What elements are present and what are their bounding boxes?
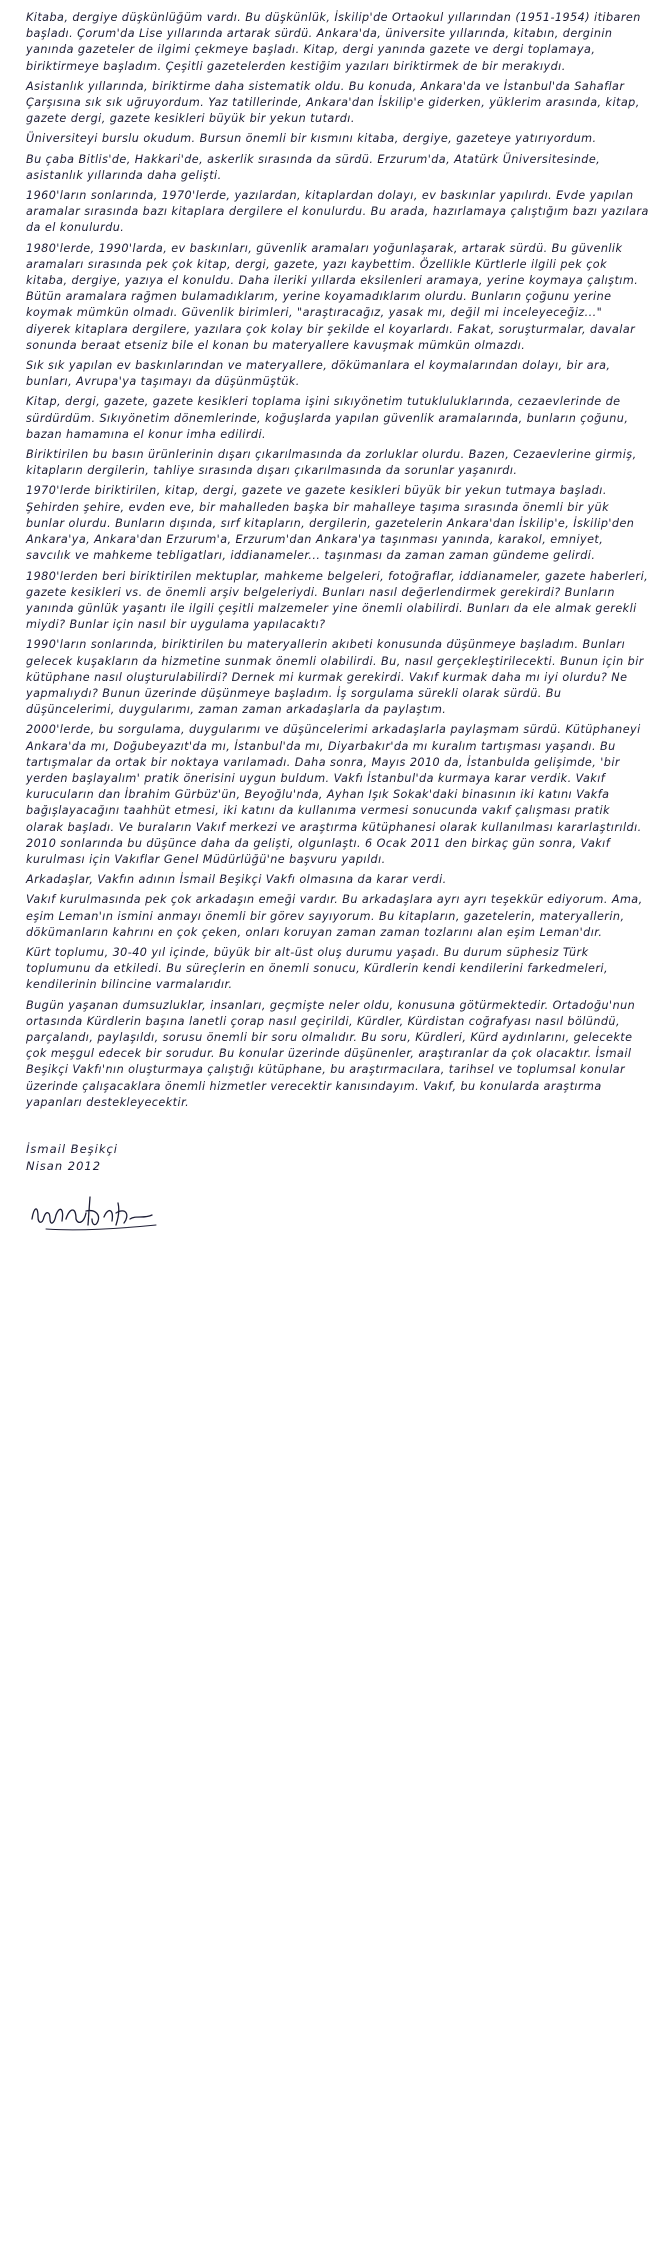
paragraph-archive-documents: 1980'lerden beri biriktirilen mektuplar, mahkeme belgeleri, fotoğraflar, iddianameler, gazete haberleri, gazete kesikleri vs. de önemli arşiv belgeleriydi. Bunları nasıl değerlendirmek gerekirdi? Bunların yanında günlük yaşantı ile ilgili çeşitli malzemeler yine önemli olabilirdi. Bunları da ele almak gerekli miydi? Bunlar için nasıl bir uygulama yapılacaktı? (26, 569, 649, 632)
paragraph-europe-idea: Sık sık yapılan ev baskınlarından ve materyallere, dökümanlara el koymalarından dolayı, bir ara, bunları, Avrupa'ya taşımayı da düşünmüştük. (26, 359, 611, 389)
paragraph-kurdish-society: Kürt toplumu, 30-40 yıl içinde, büyük bir alt-üst oluş durumu yaşadı. Bu durum süphesiz Türk toplumunu da etkiledi. Bu süreçlerin en önemli sonucu, Kürdlerin kendi kendilerini farkedmeleri, kendilerinin bilincine varmalarıdır. (26, 945, 608, 992)
paragraph-house-raids-1960s: 1960'ların sonlarında, 1970'lerde, yazılardan, kitaplardan dolayı, ev baskınlar yapılırdı. Evde yapılan aramalar sırasında bazı kitaplara dergilere el konulurdu. Bu arada, hazırlamaya çalıştığım bazı yazılara da el konulurdu. (26, 189, 649, 235)
paragraph-taking-out-difficulties: Biriktirilen bu basın ürünlerinin dışarı çıkarılmasında da zorluklar olurdu. Bazen, Cezaevlerine girmiş, kitapların dergilerin, tahliye sırasında dışarı çıkarılmasında da sorunlar yaşanırdı. (26, 448, 637, 478)
paragraph-bitlis-hakkari: Bu çaba Bitlis'de, Hakkari'de, askerlik sırasında da sürdü. Erzurum'da, Atatürk Üniversitesinde, asistanlık yıllarında daha gelişti. (26, 152, 601, 182)
paragraph-foundation-name: Arkadaşlar, Vakfın adının İsmail Beşikçi Vakfı olmasına da karar verdi. (26, 873, 447, 887)
author-name: İsmail Beşikçi (26, 1142, 119, 1156)
signature-block (26, 1141, 651, 1235)
paragraph-security-searches: 1980'lerde, 1990'larda, ev baskınları, güvenlik aramaları yoğunlaşarak, artarak sürdü. Bu güvenlik aramaları sırasında pek çok kitap, dergi, gazete, yazı kaybettim. Özellikle Kürtlerle ilgili pek çok kitaba, dergiye, yazıya el konuldu. Daha ileriki yıllarda eksilenleri aramaya, yerine koymaya çalıştım. Bütün aramalara rağmen bulamadıklarım, yerine koyamadıklarım olurdu. Bunların çoğunu yerine koymak mümkün olmadı. Güvenlik birimleri, "araştıracağız, yasak mı, değil mi inceleyeceğiz..." diyerek kitaplara dergilere, yazılara çok kolay bir şekilde el koyarlardı. Fakat, soruşturmalar, davalar sonunda beraat etseniz bile el konan bu materyallere kavuşmak mümkün olmazdı. (26, 241, 639, 352)
paragraph-foundation-founding: 2000'lerde, bu sorgulama, duygularımı ve düşüncelerimi arkadaşlarla paylaşmam sürdü. Kütüphaneyi Ankara'da mı, Doğubeyazıt'da mı, İstanbul'da mı, Diyarbakır'da mı kuralım tartışması yaşandı. Bu tartışmalar da ortak bir noktaya varılamadı. Daha sonra, Mayıs 2010 da, İstanbulda gelişimde, 'bir yerden başlayalım' pratik önerisini uygun buldum. Vakfı İstanbul'da kurmaya karar verdik. Vakıf kurucuların dan İbrahim Gürbüz'ün, Beyoğlu'nda, Ayhan Işık Sokak'daki binasının iki katını Vakfa bağışlayacağını taahhüt etmesi, iki katını da kullanıma vermesi sonucunda vakıf çalışması pratik olarak başladı. Ve buraların Vakıf merkezi ve araştırma kütüphanesi olarak kullanılması kararlaştırıldı. 2010 sonlarında bu düşünce daha da gelişti, olgunlaştı. 6 Ocak 2011 den birkaç gün sonra, Vakıf kurulması için Vakıflar Genel Müdürlüğü'ne başvuru yapıldı. (26, 723, 642, 866)
paragraph-library-idea: 1990'ların sonlarında, biriktirilen bu materyallerin akıbeti konusunda düşünmeye başladım. Bunları gelecek kuşakların da hizmetine sunmak önemli olabilirdi. Bu, nasıl gerçekleştirilecekti. Bunun için bir kütüphane nasıl oluşturulabilirdi? Dernek mi kurmak gerekirdi. Vakıf kurmak daha mı iyi olurdu? Ne yapmalıydı? Bunun üzerinde düşünmeye başladım. İş sorgulama sürekli olarak sürdü. Bu düşüncelerimi, duygularımı, zaman zaman arkadaşlarla da paylaştım. (26, 638, 644, 717)
paragraph-collecting-habit: Kitaba, dergiye düşkünlüğüm vardı. Bu düşkünlük, İskilip'de Ortaokul yıllarından (1951-1954) itibaren başladı. Çorum'da Lise yıllarında artarak sürdü. Ankara'da, üniversite yıllarında, kitabın, derginin yanında gazeteler de ilgimi çekmeye başladı. Kitap, dergi yanında gazete ve dergi toplamaya, biriktirmeye başladım. Çeşitli gazetelerden kestiğim yazıları biriktirmek de bir merakıydı. (26, 11, 641, 73)
handwritten-signature-icon (26, 1189, 186, 1235)
paragraph-assistant-years: Asistanlık yıllarında, biriktirme daha sistematik oldu. Bu konuda, Ankara'da ve İstanbul'da Sahaflar Çarşısına sık sık uğruyordum. Yaz tatillerinde, Ankara'dan İskilip'e giderken, yüklerim arasında, kitap, gazete dergi, gazete kesikleri büyük bir yekun tutardı. (26, 79, 640, 126)
paragraph-scholarship: Üniversiteyi burslu okudum. Bursun önemli bir kısmını kitaba, dergiye, gazeteye yatırıyordum. (26, 132, 597, 146)
letter-date: Nisan 2012 (26, 1159, 102, 1173)
paragraph-moving-burden: 1970'lerde biriktirilen, kitap, dergi, gazete ve gazete kesikleri büyük bir yekun tutmaya başladı. Şehirden şehire, evden eve, bir mahalleden başka bir mahalleye taşıma sırasında önemli bir yük bunlar olurdu. Bunların dışında, sırf kitapların, dergilerin, gazetelerin Ankara'dan İskilip'e, İskilip'den Ankara'ya, Ankara'dan Erzurum'a, Erzurum'dan Ankara'ya taşınması yanında, karakol, emniyet, savcılık ve mahkeme tebligatları, iddianameler... taşınması da zaman zaman gündeme gelirdi. (26, 484, 635, 563)
paragraph-research-mission: Bugün yaşanan dumsuzluklar, insanları, geçmişte neler oldu, konusuna götürmektedir. Ortadoğu'nun ortasında Kürdlerin başına lanetli çorap nasıl geçirildi, Kürdler, Kürdistan coğrafyası nasıl bölündü, parçalandı, paylaşıldı, sorusu önemli bir soru olmalıdır. Bu soru, Kürdleri, Kürd aydınlarını, gelecekte çok meşgul edecek bir sorudur. Bu konular üzerinde düşünenler, araştıranlar da çok olacaktır. İsmail Beşikçi Vakfı'nın oluşturmaya çalıştığı kütüphane, bu araştırmacılara, tarihsel ve toplumsal konular üzerinde çalışacaklara önemli hizmetler verecektir kanısındayım. Vakıf, bu konularda araştırma yapanları destekleyecektir. (26, 998, 636, 1109)
paragraph-thanks: Vakıf kurulmasında pek çok arkadaşın emeği vardır. Bu arkadaşlara ayrı ayrı teşekkür ediyorum. Ama, eşim Leman'ın ismini anmayı önemli bir görev sayıyorum. Bu kitapların, gazetelerin, materyallerin, dökümanların kahrını en çok çeken, onları koruyan zaman zaman tozlarını alan eşim Leman'dır. (26, 893, 643, 939)
paragraph-prison-collecting: Kitap, dergi, gazete, gazete kesikleri toplama işini sıkıyönetim tutukluluklarında, cezaevlerinde de sürdürdüm. Sıkıyönetim dönemlerinde, koğuşlarda yapılan güvenlik aramalarında, bunların çoğunu, bazan hamamına el konur imha edilirdi. (26, 395, 629, 441)
